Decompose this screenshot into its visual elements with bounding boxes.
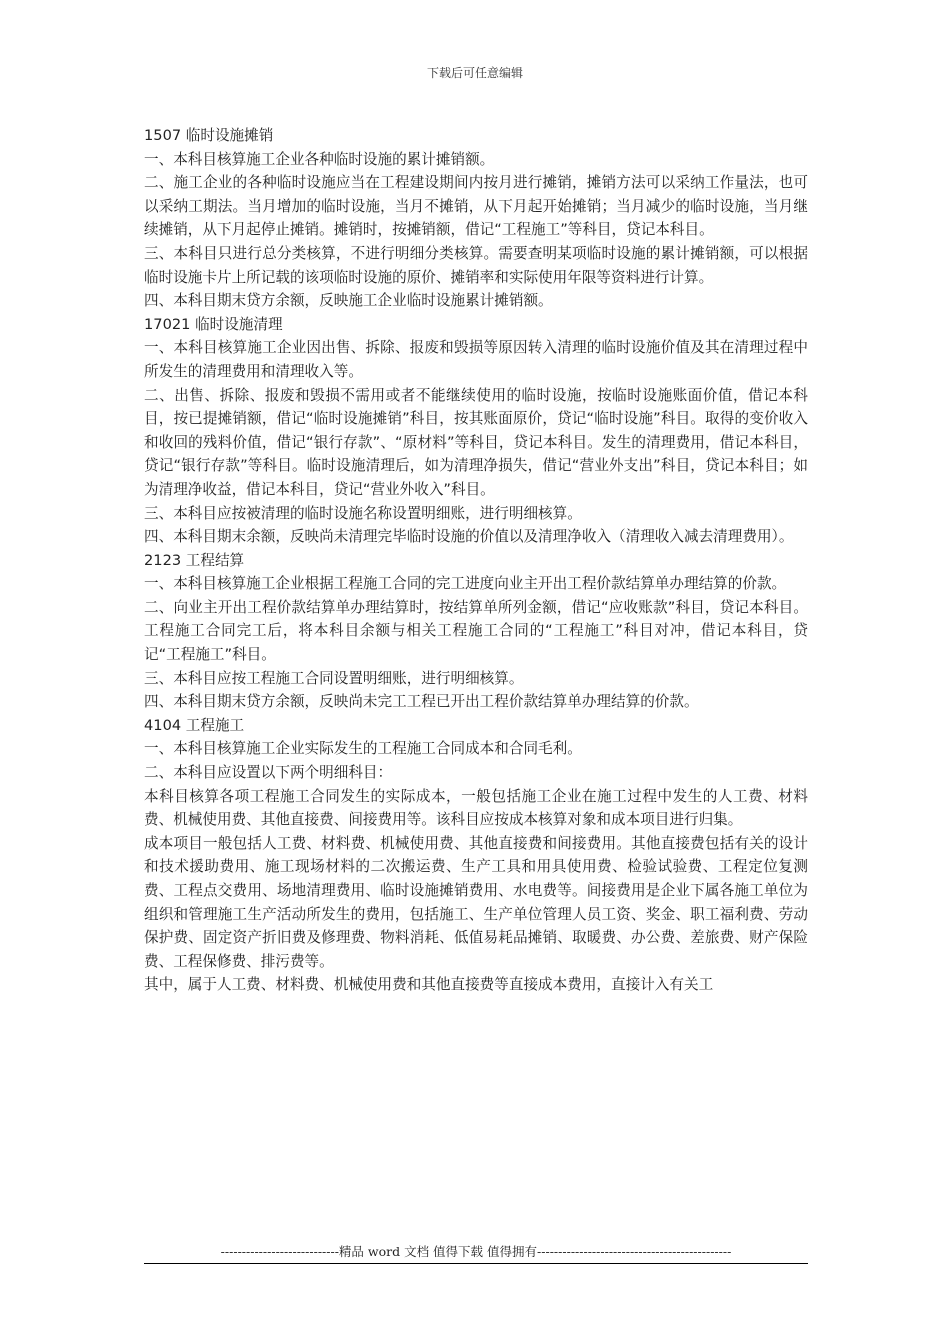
footer-divider bbox=[144, 1263, 808, 1264]
paragraph: 一、本科目核算施工企业实际发生的工程施工合同成本和合同毛利。 bbox=[144, 740, 582, 758]
paragraph: 三、本科目只进行总分类核算，不进行明细分类核算。需要查明某项临时设施的累计摊销额，可以根据临时设施卡片上所记载的该项临时设施的原价、摊销率和实际使用年限等资料进行计算。 bbox=[144, 244, 808, 286]
paragraph: 四、本科目期末余额，反映尚未清理完毕临时设施的价值以及清理净收入（清理收入减去清理费用）。 bbox=[144, 528, 794, 546]
section-heading: 4104 工程施工 bbox=[144, 716, 245, 734]
page-footer: ----------------------------精品 word 文档 值得下载 值得拥有---------------------------------------------- bbox=[220, 1244, 732, 1259]
paragraph: 四、本科目期末贷方余额，反映施工企业临时设施累计摊销额。 bbox=[144, 292, 553, 310]
paragraph: 二、施工企业的各种临时设施应当在工程建设期间内按月进行摊销，摊销方法可以采纳工作量法，也可以采纳工期法。当月增加的临时设施，当月不摊销，从下月起开始摊销；当月减少的临时设施，当月继续摊销，从下月起停止摊销。摊销时，按摊销额，借记“工程施工”等科目，贷记本科目。 bbox=[144, 174, 808, 239]
section-heading: 1507 临时设施摊销 bbox=[144, 127, 274, 144]
paragraph: 本科目核算各项工程施工合同发生的实际成本，一般包括施工企业在施工过程中发生的人工费、材料费、机械使用费、其他直接费、间接费用等。该科目应按成本核算对象和成本项目进行归集。 bbox=[144, 787, 808, 829]
document-body bbox=[144, 124, 808, 997]
paragraph: 一、本科目核算施工企业各种临时设施的累计摊销额。 bbox=[144, 150, 495, 168]
paragraph: 二、向业主开出工程价款结算单办理结算时，按结算单所列金额，借记“应收账款”科目，贷记本科目。工程施工合同完工后，将本科目余额与相关工程施工合同的“工程施工”科目对冲，借记本科目，贷记“工程施工”科目。 bbox=[144, 598, 808, 664]
section-heading: 2123 工程结算 bbox=[144, 551, 245, 569]
paragraph: 四、本科目期末贷方余额，反映尚未完工工程已开出工程价款结算单办理结算的价款。 bbox=[144, 693, 699, 711]
section-heading: 17021 临时设施清理 bbox=[144, 315, 283, 333]
paragraph: 二、出售、拆除、报废和毁损不需用或者不能继续使用的临时设施，按临时设施账面价值，借记本科目，按已提摊销额，借记“临时设施摊销”科目，按其账面原价，贷记“临时设施”科目。取得的变价收入和收回的残料价值，借记“银行存款”、“原材料”等科目，贷记本科目。发生的清理费用，借记本科目，贷记“银行存款”等科目。临时设施清理后，如为清理净损失，借记“营业外支出”科目，贷记本科目；如为清理净收益，借记本科目，贷记“营业外收入”科目。 bbox=[144, 386, 808, 498]
paragraph: 其中，属于人工费、材料费、机械使用费和其他直接费等直接成本费用，直接计入有关工 bbox=[144, 976, 714, 994]
paragraph: 一、本科目核算施工企业因出售、拆除、报废和毁损等原因转入清理的临时设施价值及其在清理过程中所发生的清理费用和清理收入等。 bbox=[144, 339, 808, 380]
paragraph: 二、本科目应设置以下两个明细科目： bbox=[144, 764, 393, 782]
paragraph: 一、本科目核算施工企业根据工程施工合同的完工进度向业主开出工程价款结算单办理结算的价款。 bbox=[144, 575, 787, 593]
page-header: 下载后可任意编辑 bbox=[426, 66, 523, 80]
paragraph: 三、本科目应按被清理的临时设施名称设置明细账，进行明细核算。 bbox=[144, 504, 582, 522]
paragraph: 三、本科目应按工程施工合同设置明细账，进行明细核算。 bbox=[144, 669, 524, 687]
paragraph: 成本项目一般包括人工费、材料费、机械使用费、其他直接费和间接费用。其他直接费包括有关的设计和技术援助费用、施工现场材料的二次搬运费、生产工具和用具使用费、检验试验费、工程定位复测费、工程点交费用、场地清理费用、临时设施摊销费用、水电费等。间接费用是企业下属各施工单位为组织和管理施工生产活动所发生的费用，包括施工、生产单位管理人员工资、奖金、职工福利费、劳动保护费、固定资产折旧费及修理费、物料消耗、低值易耗品摊销、取暖费、办公费、差旅费、财产保险费、工程保修费、排污费等。 bbox=[144, 834, 808, 970]
